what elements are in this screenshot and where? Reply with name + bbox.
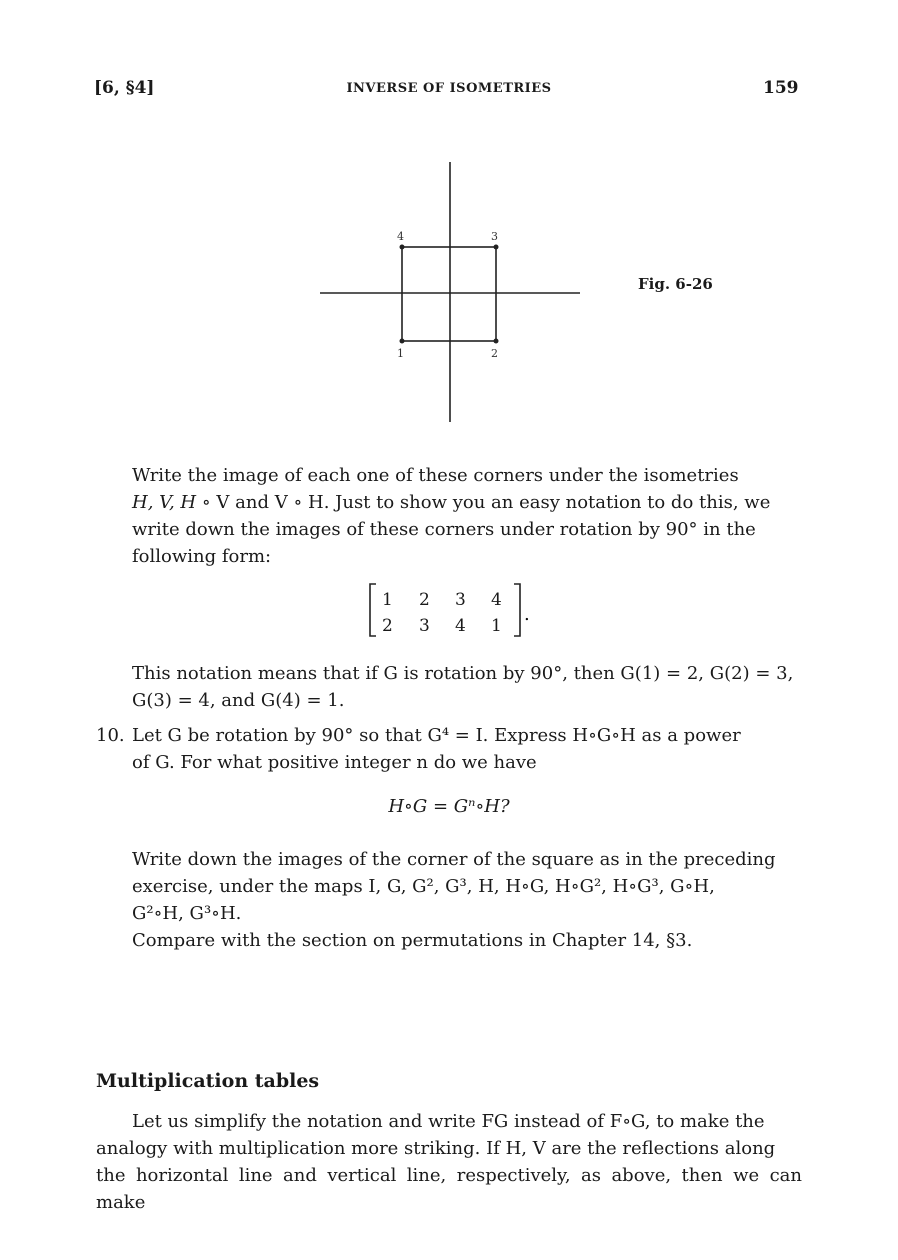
matrix-cell: 3	[419, 616, 430, 636]
text-line: following form:	[132, 546, 272, 567]
corner-label-3: 3	[491, 230, 498, 243]
text-line: G²∘H, G³∘H.	[132, 903, 242, 924]
section-heading: Multiplication tables	[96, 1070, 320, 1092]
text-line: of G. For what positive integer n do we have	[132, 752, 537, 773]
text-line: H, V, H ∘ V and V ∘ H. Just to show you an easy notation to do this, we	[132, 492, 771, 513]
text-line: Compare with the section on permutations in Chapter 14, §3.	[132, 930, 693, 951]
equation: H∘G = Gⁿ∘H?	[388, 796, 510, 817]
section-paragraph	[96, 1108, 802, 1216]
text-line: Write the image of each one of these corners under the isometries	[132, 465, 739, 486]
matrix-period: .	[524, 604, 530, 625]
header-section: [6, §4]	[94, 78, 155, 98]
exercise-number: 10.	[96, 725, 125, 746]
matrix-cell: 2	[419, 590, 430, 610]
corner-label-1: 1	[397, 347, 404, 360]
matrix-cell: 1	[382, 590, 393, 610]
figure-square-diagram	[300, 160, 600, 430]
paragraph-intro	[132, 462, 802, 570]
corner-dot-4	[400, 245, 405, 250]
corner-dot-1	[400, 339, 405, 344]
text-line: This notation means that if G is rotation by 90°, then G(1) = 2, G(2) = 3,	[132, 663, 794, 684]
square	[402, 247, 496, 341]
left-bracket	[370, 584, 376, 636]
page-number: 159	[763, 78, 799, 98]
corner-dot-2	[494, 339, 499, 344]
text-line: analogy with multiplication more striking. If H, V are the reflections along	[96, 1138, 776, 1159]
corner-label-4: 4	[397, 230, 404, 243]
header-title: INVERSE OF ISOMETRIES	[346, 81, 552, 96]
corner-label-2: 2	[491, 347, 498, 360]
paragraph-notation	[132, 660, 802, 714]
text-line: Let G be rotation by 90° so that G⁴ = I. Express H∘G∘H as a power	[132, 725, 741, 746]
text-line: the horizontal line and vertical line, respectively, as above, then we can make	[96, 1165, 802, 1213]
matrix-cell: 2	[382, 616, 393, 636]
exercise-10-statement	[132, 722, 802, 776]
figure-caption: Fig. 6-26	[638, 275, 713, 293]
exercise-10-continued	[132, 846, 802, 954]
matrix-cell: 4	[491, 590, 502, 610]
matrix-cell: 4	[455, 616, 466, 636]
text-line: exercise, under the maps I, G, G², G³, H, H∘G, H∘G², H∘G³, G∘H,	[132, 876, 715, 897]
right-bracket	[514, 584, 520, 636]
matrix-cell: 1	[491, 616, 502, 636]
corner-dot-3	[494, 245, 499, 250]
text-line: Write down the images of the corner of the square as in the preceding	[132, 849, 776, 870]
text-line: G(3) = 4, and G(4) = 1.	[132, 690, 345, 711]
matrix-cell: 3	[455, 590, 466, 610]
text-line: Let us simplify the notation and write FG instead of F∘G, to make the	[132, 1111, 765, 1132]
text-line: write down the images of these corners under rotation by 90° in the	[132, 519, 756, 540]
permutation-matrix	[366, 582, 536, 640]
